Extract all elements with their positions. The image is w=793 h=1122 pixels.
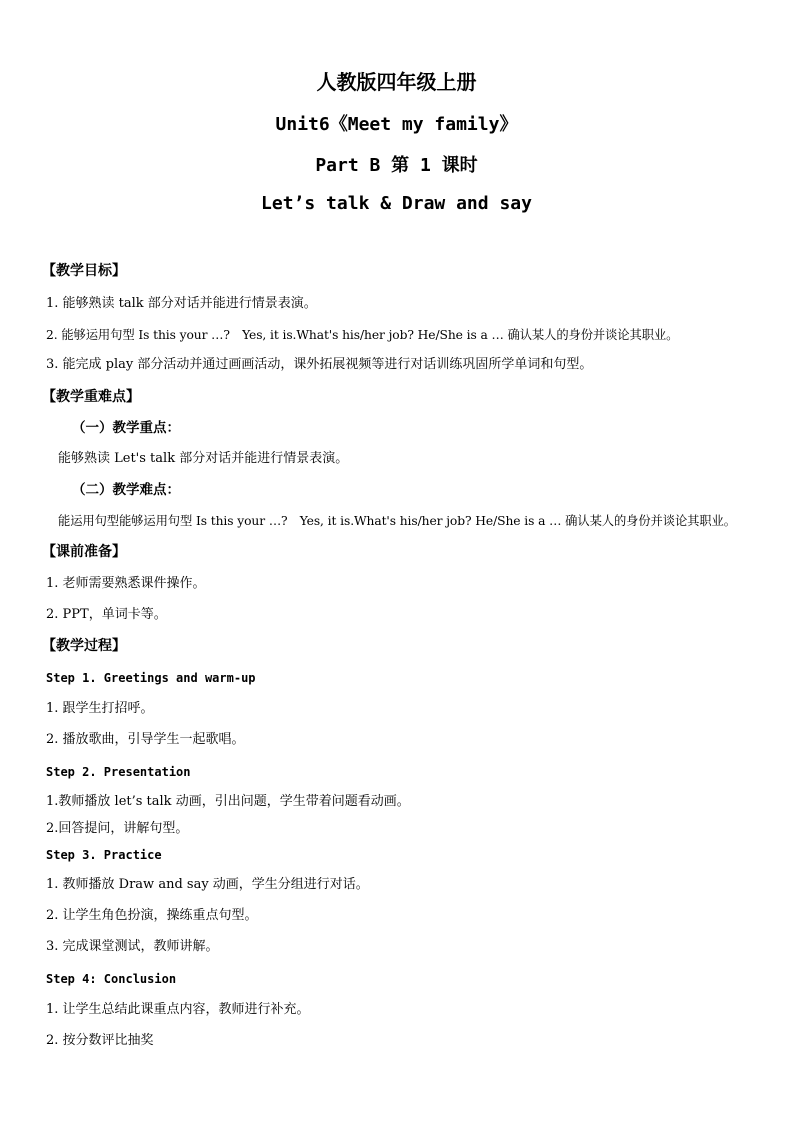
process-heading: 【教学过程】 — [42, 638, 126, 654]
preparation-heading: 【课前准备】 — [42, 544, 126, 560]
step-item: 1. 教师播放 Draw and say 动画，学生分组进行对话。 — [46, 877, 369, 892]
step-item: 3. 完成课堂测试，教师讲解。 — [46, 939, 219, 954]
difficulty-title: （二）教学难点： — [72, 482, 180, 498]
step-item: 2.回答提问，讲解句型。 — [46, 821, 189, 836]
step-item: 2. 按分数评比抽奖 — [46, 1033, 154, 1048]
step-item: 1. 跟学生打招呼。 — [46, 701, 154, 716]
objective-item: 3. 能完成 play 部分活动并通过画画活动，课外拓展视频等进行对话训练巩固所学单词和句型。 — [46, 357, 593, 372]
objective-item: 1. 能够熟读 talk 部分对话并能进行情景表演。 — [46, 296, 317, 311]
part-title: Part B 第 1 课时 — [315, 155, 478, 176]
step-title: Step 3. Practice — [46, 848, 162, 862]
step-item: 1.教师播放 let’s talk 动画，引出问题，学生带着问题看动画。 — [46, 794, 410, 809]
focus-text: 能够熟读 Let's talk 部分对话并能进行情景表演。 — [58, 451, 349, 466]
step-title: Step 1. Greetings and warm-up — [46, 671, 256, 685]
step-item: 2. 播放歌曲，引导学生一起歌唱。 — [46, 732, 245, 747]
preparation-item: 1. 老师需要熟悉课件操作。 — [46, 576, 206, 591]
document-title: 人教版四年级上册 — [316, 70, 477, 94]
unit-title: Unit6《Meet my family》 — [275, 114, 518, 135]
step-title: Step 4: Conclusion — [46, 972, 177, 986]
lesson-title: Let’s talk & Draw and say — [261, 193, 532, 214]
focus-title: （一）教学重点： — [72, 420, 180, 436]
difficulty-text: 能运用句型能够运用句型 Is this your …? Yes, it is.What's his/her job? He/She is a … 确认某人的身份并谈论其职业。 — [58, 514, 736, 528]
objectives-heading: 【教学目标】 — [42, 263, 126, 279]
preparation-item: 2. PPT，单词卡等。 — [46, 607, 167, 622]
key-points-heading: 【教学重难点】 — [42, 389, 140, 405]
step-item: 1. 让学生总结此课重点内容，教师进行补充。 — [46, 1002, 310, 1017]
step-item: 2. 让学生角色扮演，操练重点句型。 — [46, 908, 258, 923]
objective-item: 2. 能够运用句型 Is this your …? Yes, it is.What's his/her job? He/She is a … 确认某人的身份并谈论其职业。 — [46, 328, 679, 342]
step-title: Step 2. Presentation — [46, 765, 191, 779]
